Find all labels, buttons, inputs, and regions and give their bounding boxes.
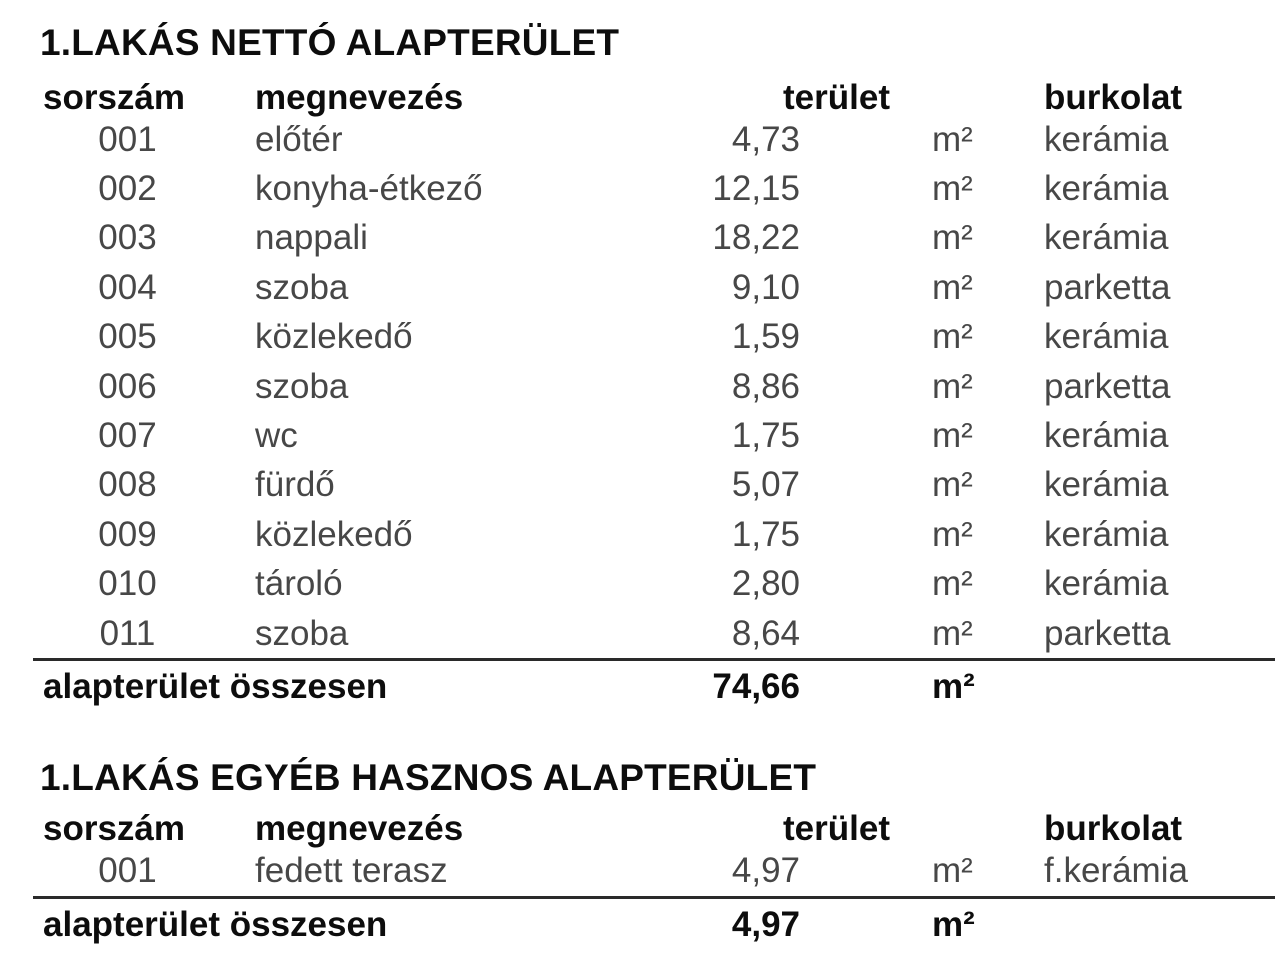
row-number-cell: 001 [98,850,157,890]
flooring-type-cell: kerámia [1044,465,1169,505]
area-unit-cell: m² [932,613,973,653]
area-value-cell: 5,07 [731,465,800,505]
area-unit-cell: m² [932,514,973,554]
table-row [40,461,1268,510]
flooring-type-cell: kerámia [1044,564,1169,604]
table-row [40,214,1268,263]
room-name-cell: wc [255,416,298,456]
total-area-value: 4,97 [731,904,800,944]
room-name-cell: szoba [255,366,349,406]
total-row-net-area [40,661,1268,713]
room-name-cell: konyha-étkező [255,169,483,209]
room-name-cell: szoba [255,267,349,307]
flooring-type-cell: parketta [1044,366,1171,406]
row-number-cell: 002 [98,169,157,209]
room-name-cell: tároló [255,564,343,604]
total-area-value: 74,66 [712,667,800,707]
total-label: alapterület összesen [43,667,388,707]
room-name-cell: közlekedő [255,514,413,554]
section-other-area [40,759,1268,950]
area-unit-cell: m² [932,317,973,357]
column-header-burkolat: burkolat [1044,809,1183,849]
area-unit-cell: m² [932,564,973,604]
floor-area-document [40,0,1268,951]
column-header-sorszam: sorszám [43,78,186,117]
row-number-cell: 009 [98,514,157,554]
area-value-cell: 2,80 [731,564,800,604]
area-unit-cell: m² [932,169,973,209]
area-value-cell: 8,86 [731,366,800,406]
table-row [40,115,1268,164]
column-header-burkolat: burkolat [1044,78,1183,117]
row-number-cell: 005 [98,317,157,357]
section-title-net-area: 1.LAKÁS NETTÓ ALAPTERÜLET [40,22,620,63]
column-header-megnevezes: megnevezés [255,78,464,117]
flooring-type-cell: kerámia [1044,169,1169,209]
flooring-type-cell: parketta [1044,267,1171,307]
flooring-type-cell: kerámia [1044,218,1169,258]
table-row [40,362,1268,411]
room-name-cell: előtér [255,119,343,159]
area-unit-cell: m² [932,465,973,505]
row-number-cell: 007 [98,416,157,456]
flooring-type-cell: f.kerámia [1044,850,1188,890]
total-area-unit: m² [932,904,975,944]
table-body-other-area [40,846,1268,895]
table-header-row [40,78,1268,115]
area-unit-cell: m² [932,267,973,307]
row-number-cell: 003 [98,218,157,258]
row-number-cell: 006 [98,366,157,406]
area-value-cell: 9,10 [731,267,800,307]
section-net-area [40,24,1268,713]
flooring-type-cell: kerámia [1044,514,1169,554]
area-unit-cell: m² [932,850,973,890]
area-value-cell: 1,75 [731,514,800,554]
area-unit-cell: m² [932,366,973,406]
table-header-row [40,809,1268,849]
column-header-terulet: terület [783,809,890,849]
room-name-cell: szoba [255,613,349,653]
table-row [40,164,1268,213]
area-value-cell: 8,64 [731,613,800,653]
room-name-cell: fedett terasz [255,850,448,890]
table-row [40,560,1268,609]
room-name-cell: közlekedő [255,317,413,357]
table-body-net-area [40,115,1268,658]
table-row [40,411,1268,460]
flooring-type-cell: parketta [1044,613,1171,653]
area-value-cell: 1,59 [731,317,800,357]
area-value-cell: 1,75 [731,416,800,456]
flooring-type-cell: kerámia [1044,317,1169,357]
table-row [40,263,1268,312]
row-number-cell: 010 [98,564,157,604]
area-value-cell: 4,73 [731,119,800,159]
area-value-cell: 12,15 [712,169,800,209]
area-unit-cell: m² [932,416,973,456]
flooring-type-cell: kerámia [1044,119,1169,159]
column-header-sorszam: sorszám [43,809,186,849]
total-label: alapterület összesen [43,904,388,944]
table-row [40,313,1268,362]
table-row [40,846,1268,895]
row-number-cell: 008 [98,465,157,505]
total-area-unit: m² [932,667,975,707]
table-row [40,609,1268,658]
total-row-other-area [40,899,1268,951]
room-name-cell: fürdő [255,465,335,505]
area-value-cell: 4,97 [731,850,800,890]
flooring-type-cell: kerámia [1044,416,1169,456]
row-number-cell: 011 [99,613,156,653]
column-header-terulet: terület [783,78,890,117]
area-unit-cell: m² [932,218,973,258]
section-title-other-area: 1.LAKÁS EGYÉB HASZNOS ALAPTERÜLET [40,757,817,799]
row-number-cell: 004 [98,267,157,307]
table-row [40,510,1268,559]
column-header-megnevezes: megnevezés [255,809,464,849]
area-unit-cell: m² [932,119,973,159]
room-name-cell: nappali [255,218,368,258]
row-number-cell: 001 [98,119,157,159]
area-value-cell: 18,22 [712,218,800,258]
